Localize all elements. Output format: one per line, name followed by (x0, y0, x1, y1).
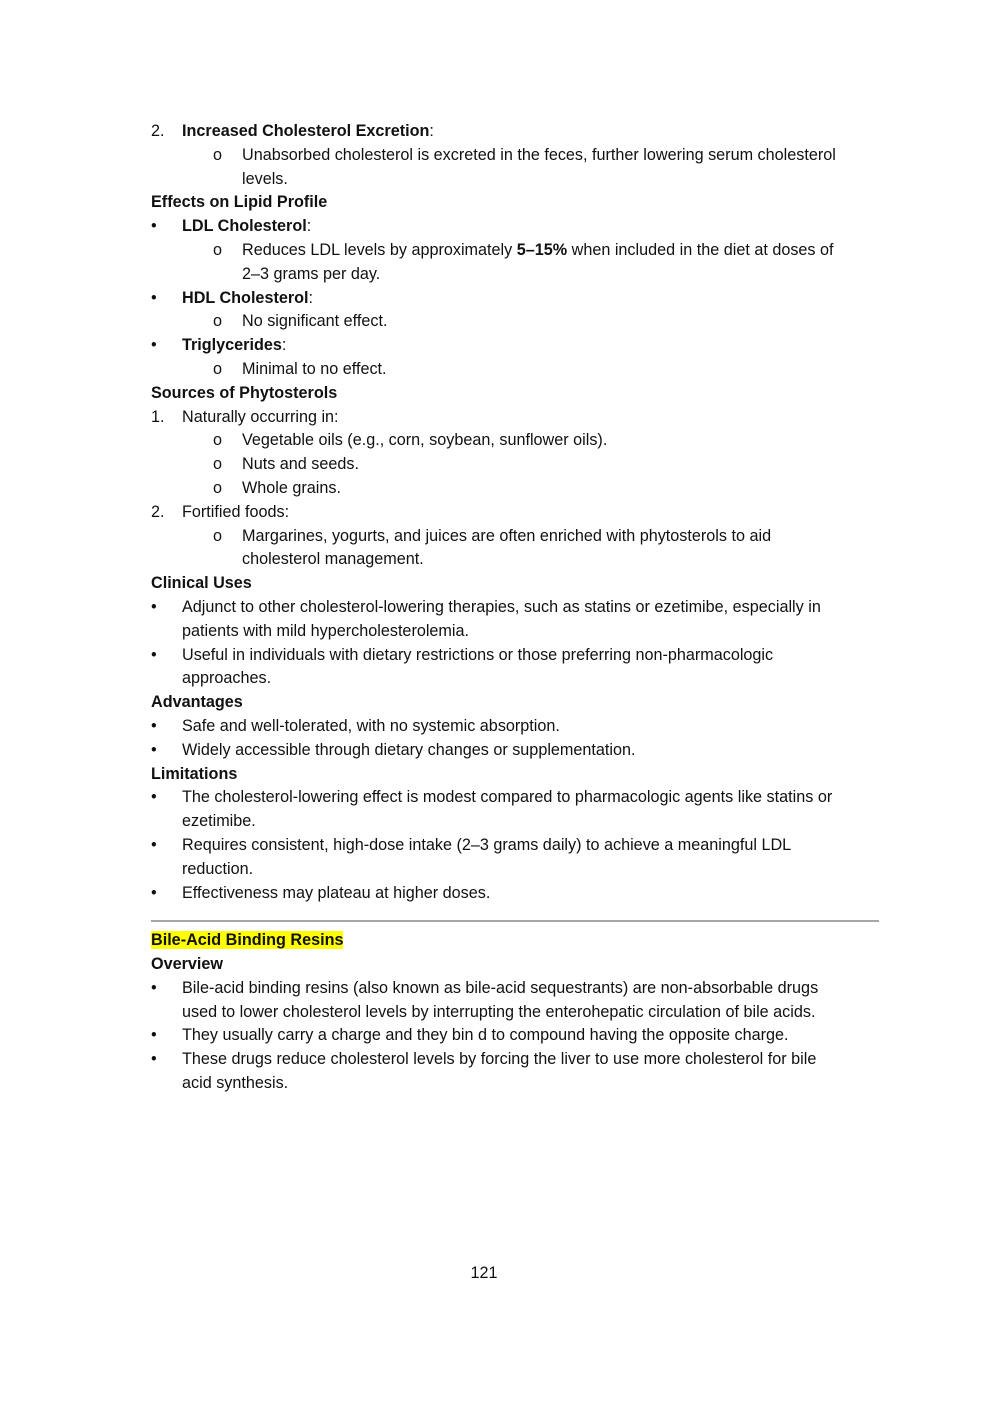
text: used to lower cholesterol levels by interrupting the enterohepatic circulation of bile acids. (182, 1002, 816, 1021)
text: acid synthesis. (182, 1074, 289, 1093)
list-item-continuation (151, 263, 879, 287)
list-item (151, 786, 879, 810)
bullet-icon: • (151, 978, 157, 997)
text: Bile-Acid Binding Resins (151, 931, 344, 950)
bullet-icon: • (151, 645, 157, 664)
sub-bullet-icon: o (213, 145, 223, 164)
list-item (151, 310, 879, 334)
bullet-icon: • (151, 288, 157, 307)
text: Effects on Lipid Profile (151, 193, 328, 212)
bullet-icon: • (151, 883, 157, 902)
bullet-icon: • (151, 336, 157, 355)
bullet-icon: • (151, 716, 157, 735)
text: Unabsorbed cholesterol is excreted in the feces, further lowering serum cholesterol (242, 145, 836, 164)
list-item-continuation (151, 168, 879, 192)
text: The cholesterol-lowering effect is modest compared to pharmacologic agents like statins or (182, 788, 833, 807)
sub-bullet-icon: o (213, 240, 223, 259)
bullet-icon: • (151, 217, 157, 236)
bold-text: 5–15% (516, 240, 568, 259)
list-item (151, 406, 879, 430)
bullet-icon: • (151, 1026, 157, 1045)
list-item (151, 644, 879, 668)
list-item (151, 525, 879, 549)
sub-bullet-icon: o (213, 455, 223, 474)
sub-bullet-icon: o (213, 526, 223, 545)
list-item (151, 120, 879, 144)
list-item (151, 215, 879, 239)
text: Requires consistent, high-dose intake (2–3 grams daily) to achieve a meaningful LDL (182, 835, 792, 854)
section-heading (151, 691, 879, 715)
list-item-continuation (151, 810, 879, 834)
text: when included in the diet at doses of (567, 240, 834, 259)
text: cholesterol management. (242, 550, 424, 569)
list-item (151, 1048, 879, 1072)
list-item-continuation (151, 620, 879, 644)
text: levels. (242, 169, 288, 188)
text: Safe and well-tolerated, with no systemic absorption. (182, 716, 560, 735)
page-number: 121 (470, 1264, 498, 1282)
list-item (151, 501, 879, 525)
text: : (281, 336, 287, 355)
bullet-icon: • (151, 835, 157, 854)
bold-text: Triglycerides (182, 336, 282, 355)
section-divider (151, 920, 879, 922)
text: Margarines, yogurts, and juices are often enriched with phytosterols to aid (242, 526, 772, 545)
text: Bile-acid binding resins (also known as bile-acid sequestrants) are non-absorbable drugs (182, 978, 819, 997)
document-body (151, 120, 879, 1096)
list-item (151, 287, 879, 311)
section-heading (151, 763, 879, 787)
bullet-icon: • (151, 597, 157, 616)
section-heading (151, 953, 879, 977)
section-heading (151, 929, 879, 953)
list-item (151, 739, 879, 763)
list-item-continuation (151, 1001, 879, 1025)
bold-text: LDL Cholesterol (182, 217, 307, 236)
list-item (151, 429, 879, 453)
list-item (151, 477, 879, 501)
list-item (151, 715, 879, 739)
bold-text: Increased Cholesterol Excretion (182, 122, 430, 140)
bullet-icon: • (151, 788, 157, 807)
text: approaches. (182, 669, 272, 688)
section-heading (151, 572, 879, 596)
list-number: 1. (151, 407, 165, 426)
text: Fortified foods: (182, 502, 290, 521)
text: ezetimibe. (182, 812, 256, 831)
text: Minimal to no effect. (242, 359, 387, 378)
text: Widely accessible through dietary changes or supplementation. (182, 740, 636, 759)
text: reduction. (182, 859, 254, 878)
text: Useful in individuals with dietary restrictions or those preferring non-pharmacologic (182, 645, 774, 664)
list-item (151, 358, 879, 382)
text: Limitations (151, 764, 238, 783)
text: Reduces LDL levels by approximately (242, 240, 517, 259)
list-item-continuation (151, 548, 879, 572)
text: Sources of Phytosterols (151, 383, 338, 402)
list-item (151, 882, 879, 906)
list-number: 2. (151, 122, 165, 140)
text: Nuts and seeds. (242, 455, 359, 474)
sub-bullet-icon: o (213, 359, 223, 378)
text: patients with mild hypercholesterolemia. (182, 621, 470, 640)
sub-bullet-icon: o (213, 478, 223, 497)
text: These drugs reduce cholesterol levels by forcing the liver to use more cholesterol for bile (182, 1050, 817, 1069)
bullet-icon: • (151, 1050, 157, 1069)
text: : (429, 122, 434, 140)
list-item (151, 1024, 879, 1048)
text: : (308, 288, 314, 307)
list-number: 2. (151, 502, 165, 521)
bold-text: HDL Cholesterol (182, 288, 309, 307)
text: No significant effect. (242, 312, 388, 331)
text: They usually carry a charge and they bin d to compound having the opposite charge. (182, 1026, 789, 1045)
list-item (151, 334, 879, 358)
list-item (151, 596, 879, 620)
sub-bullet-icon: o (213, 431, 223, 450)
sub-bullet-icon: o (213, 312, 223, 331)
list-item-continuation (151, 1072, 879, 1096)
text: Vegetable oils (e.g., corn, soybean, sunflower oils). (242, 431, 608, 450)
text: Overview (151, 955, 223, 974)
bullet-icon: • (151, 740, 157, 759)
section-heading (151, 191, 879, 215)
list-item (151, 834, 879, 858)
text: Advantages (151, 693, 243, 712)
text: : (306, 217, 312, 236)
list-item (151, 453, 879, 477)
list-item-continuation (151, 667, 879, 691)
text: Clinical Uses (151, 574, 252, 593)
text: Naturally occurring in: (182, 407, 339, 426)
list-item (151, 144, 879, 168)
list-item-continuation (151, 858, 879, 882)
text: Adjunct to other cholesterol-lowering therapies, such as statins or ezetimibe, especially in (182, 597, 821, 616)
section-heading (151, 382, 879, 406)
list-item (151, 977, 879, 1001)
text: Whole grains. (242, 478, 341, 497)
text: Effectiveness may plateau at higher doses. (182, 883, 491, 902)
list-item (151, 239, 879, 263)
text: 2–3 grams per day. (242, 264, 381, 283)
